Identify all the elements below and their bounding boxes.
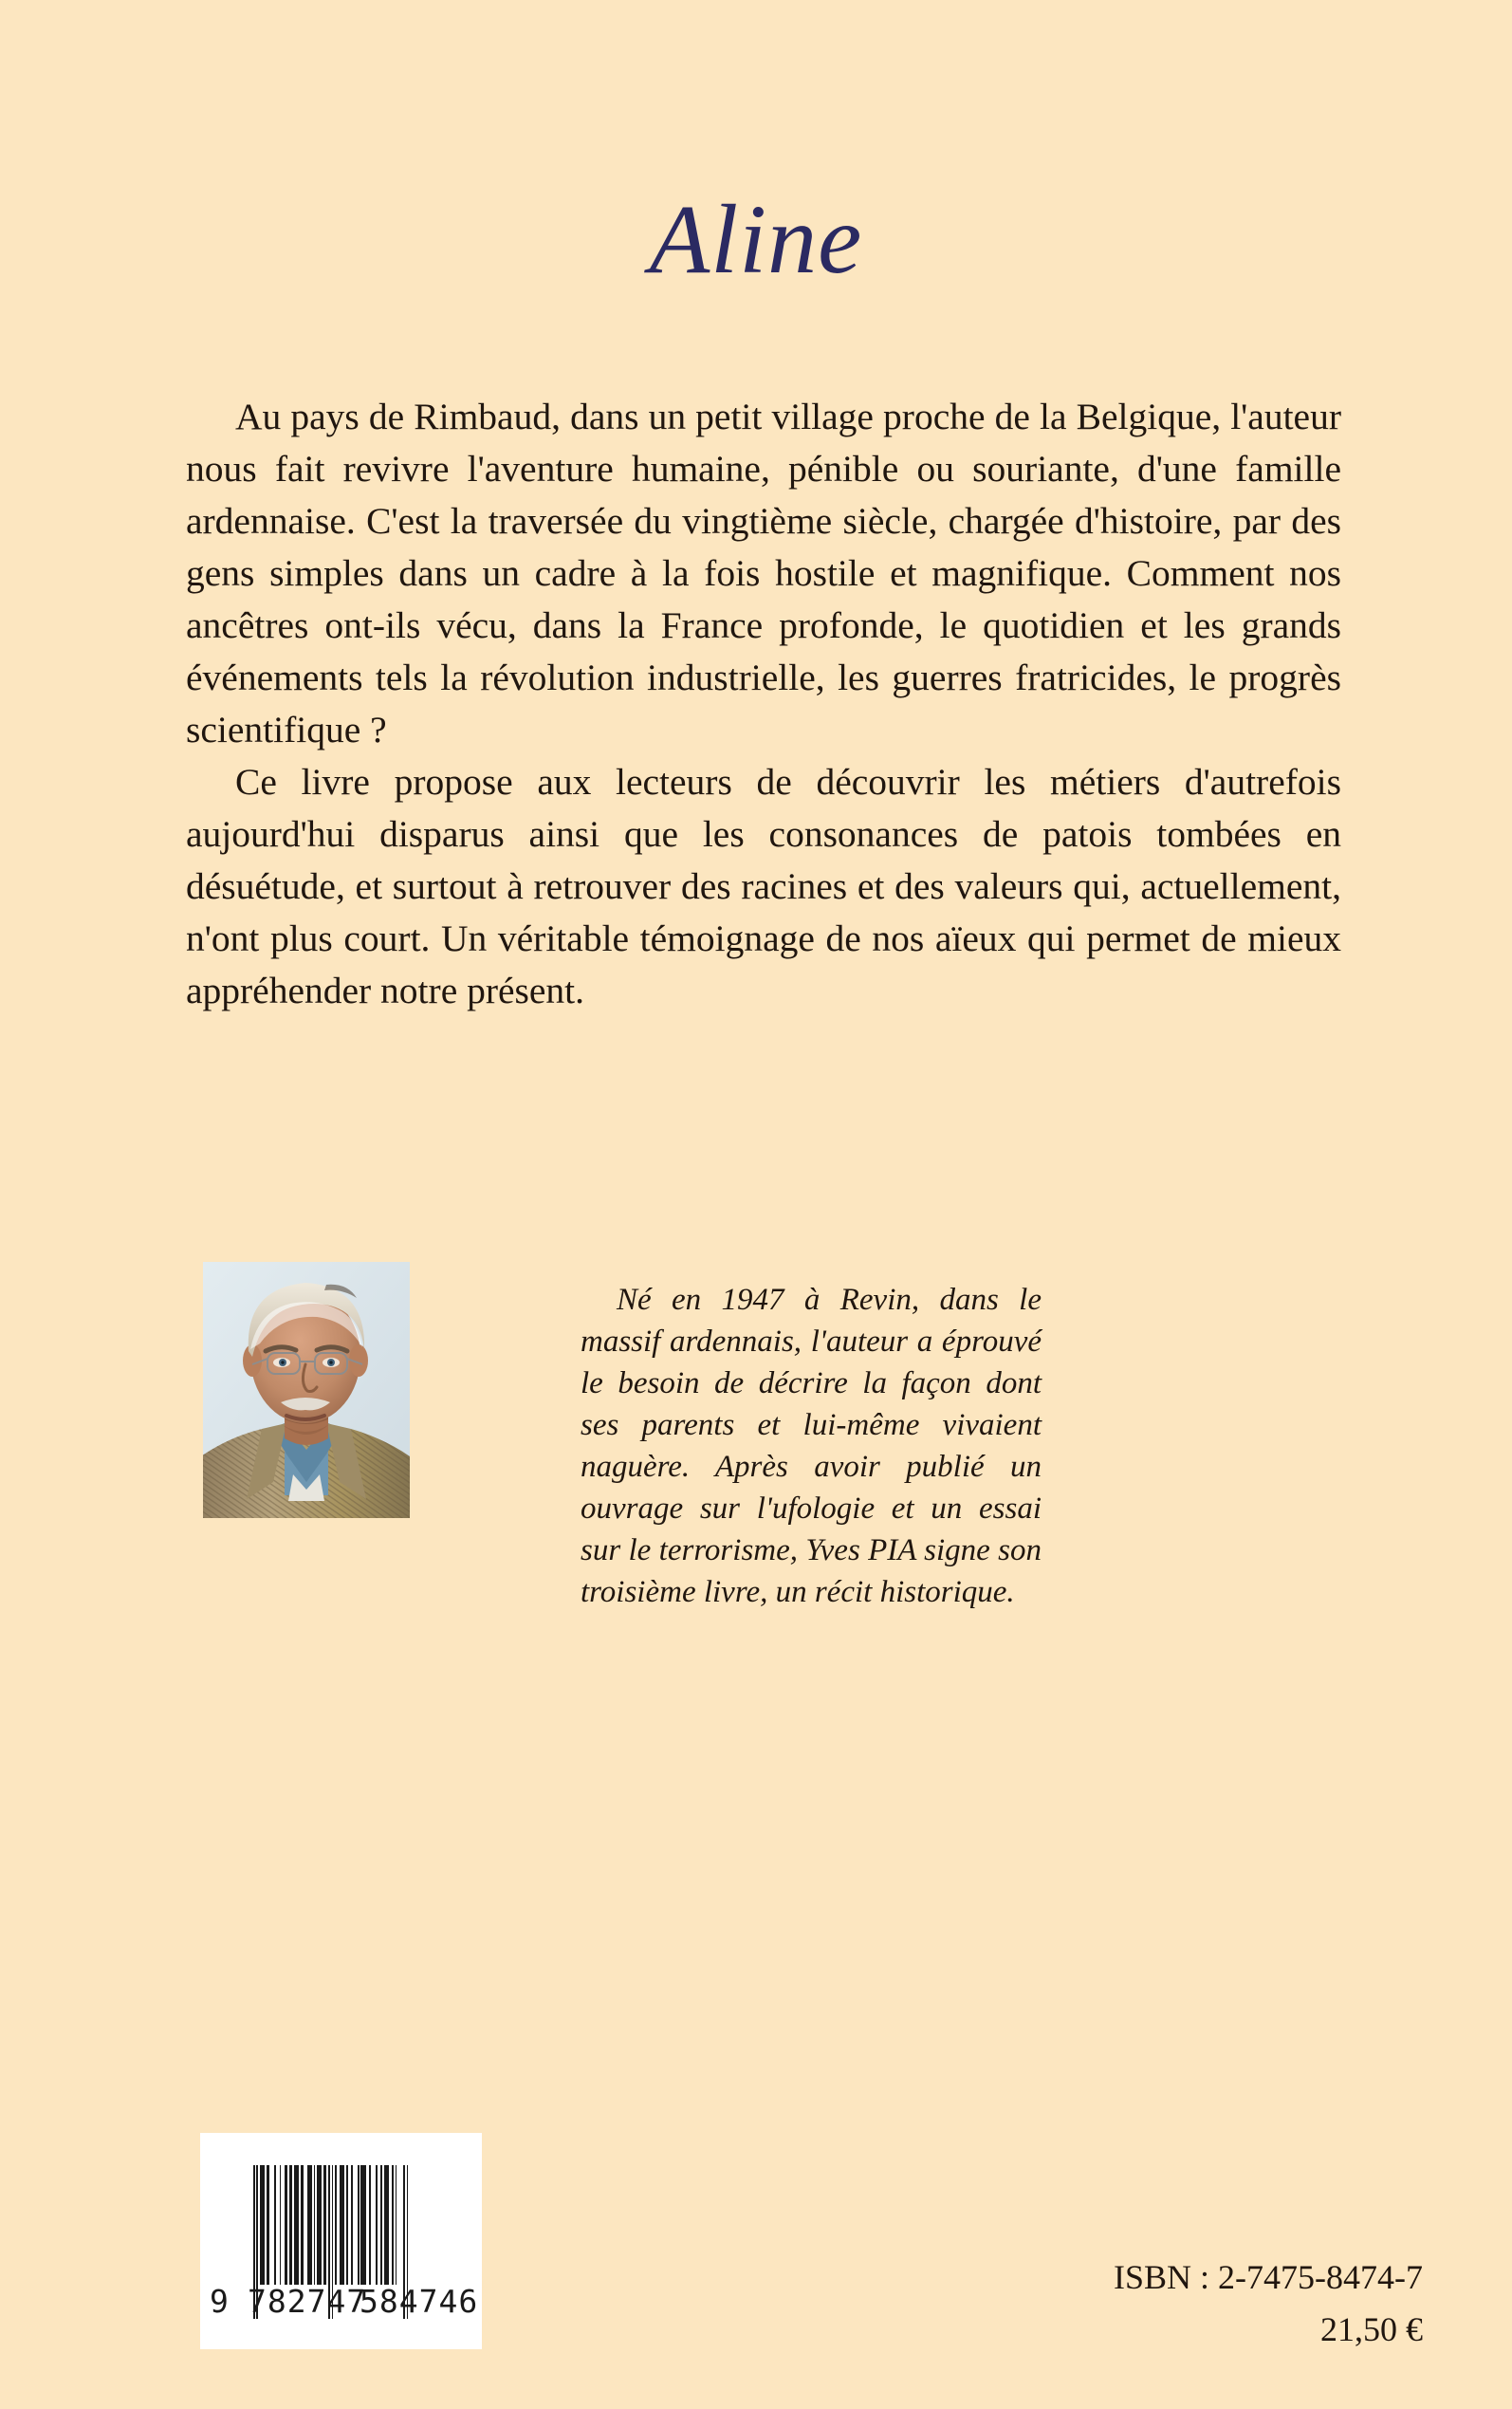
barcode-digits — [200, 2283, 482, 2326]
author-portrait-image — [203, 1262, 410, 1518]
barcode — [200, 2133, 482, 2349]
price-text: 21,50 € — [1320, 2310, 1423, 2348]
author-bio-paragraph: Né en 1947 à Revin, dans le massif ardennais, l'auteur a éprouvé le besoin de décrire la façon dont ses parents et lui-même vivaient naguère. Après avoir publié un ouvrage sur l'ufologie et un essai sur le terrorisme, Yves PIA signe son troisième livre, un récit historique. — [581, 1283, 1042, 1609]
blurb-paragraph-1: Au pays de Rimbaud, dans un petit village proche de la Belgique, l'auteur nous fait revivre l'aventure humaine, pénible ou souriante, d'une famille ardennaise. C'est la traversée du vingtième siècle, chargée d'histoire, par des gens simples dans un cadre à la fois hostile et magnifique. Comment nos ancêtres ont-ils vécu, dans la France profonde, le quotidien et les grands événements tels la révolution industrielle, les guerres fratricides, le progrès scientifique ? — [186, 396, 1341, 750]
author-photo — [203, 1262, 410, 1518]
author-bio-text — [581, 1279, 1042, 1613]
isbn-text: ISBN : 2-7475-8474-7 — [1114, 2258, 1423, 2296]
barcode-left-group: 782747 — [248, 2283, 367, 2320]
isbn-price-block — [1114, 2251, 1423, 2356]
barcode-lead-digit: 9 — [210, 2283, 230, 2320]
barcode-right-group: 584746 — [360, 2283, 479, 2320]
blurb-paragraph-2: Ce livre propose aux lecteurs de découvrir les métiers d'autrefois aujourd'hui disparus ainsi que les consonances de patois tombées en désuétude, et surtout à retrouver des racines et des valeurs qui, actuellement, n'ont plus court. Un véritable témoignage de nos aïeux qui permet de mieux appréhender notre présent. — [186, 761, 1341, 1011]
page-title: Aline — [649, 185, 863, 294]
barcode-bars — [253, 2165, 408, 2285]
blurb-text — [186, 391, 1341, 1017]
